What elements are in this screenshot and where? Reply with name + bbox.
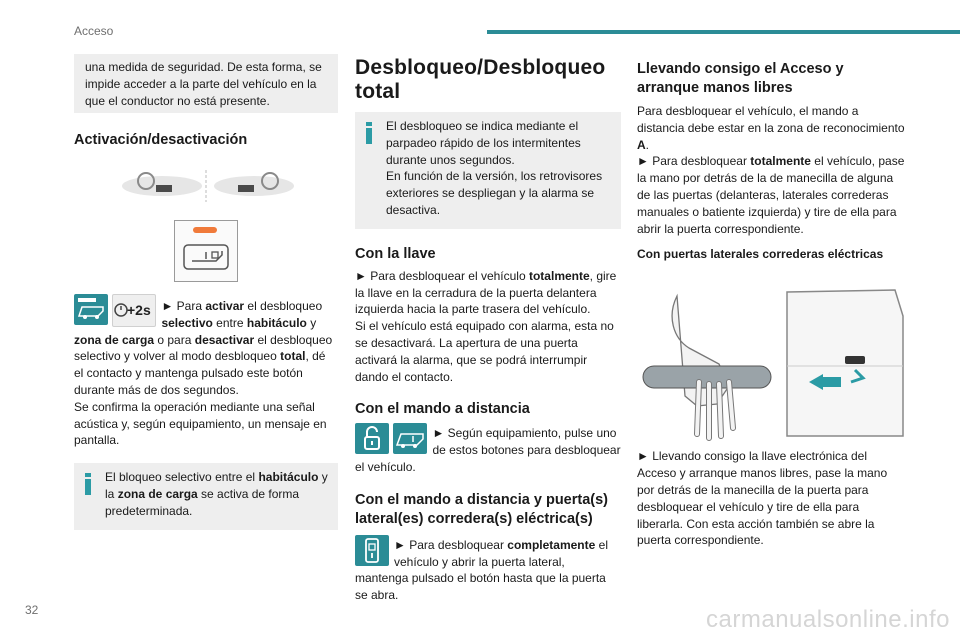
- handsfree-p2: [637, 153, 905, 237]
- unlock-note: [355, 112, 621, 229]
- act-b2: selectivo: [161, 315, 213, 330]
- activation-paragraph: [74, 294, 338, 449]
- act-pre: ► Para: [161, 299, 206, 313]
- steering-illustration: [74, 164, 338, 208]
- left-hand-drive-icon: [122, 173, 202, 196]
- key-paragraph: [355, 268, 621, 318]
- header-accent-bar: [487, 30, 960, 34]
- door-icons: [355, 535, 389, 566]
- door-t2: el vehículo y abrir la puerta lateral, mantenga pulsado el botón hasta que la puerta se abra.: [355, 537, 608, 603]
- p2-t2: el vehículo, pase la mano por detrás de la de manecilla de alguna de las puertas (delanteras, laterales correderas manuales o batiente izquierda) y tire de ella para abrir la puerta correspondiente.: [637, 154, 905, 236]
- watermark: carmanualsonline.info: [706, 606, 950, 633]
- van-lock-icon: [182, 243, 230, 271]
- intro-note-text: una medida de seguridad. De esta forma, se impide acceder a la parte del vehículo en la que el conductor no está presente.: [85, 60, 322, 108]
- column-1: [74, 54, 338, 530]
- remote-paragraph-block: [355, 423, 621, 475]
- unlock-note-line1: El desbloqueo se indica mediante el parpadeo rápido de los intermitentes durante unos segundos.: [386, 119, 581, 167]
- hand-illustration: [643, 296, 771, 438]
- key-t2: , gire la llave en la cerradura de la puerta delantera izquierda hacia la parte trasera del vehículo.: [355, 268, 617, 317]
- act-t5: el desbloqueo selectivo y volver al modo desbloqueo: [74, 332, 333, 364]
- indicator-led: [193, 227, 217, 233]
- key-b1: totalmente: [528, 268, 590, 283]
- door-t1: ► Para desbloquear: [394, 537, 508, 552]
- act-t2: entre: [212, 315, 247, 330]
- act-b1: activar: [205, 299, 245, 313]
- remote-heading: Con el mando a distancia: [355, 401, 530, 418]
- p2-t1: ► Para desbloquear: [637, 154, 751, 169]
- p1-b1: A: [637, 137, 646, 152]
- hand-door-illustration: [637, 286, 905, 444]
- unlock-padlock-icon: [355, 423, 389, 454]
- page-number: 32: [25, 603, 39, 617]
- handsfree-p3: ► Llevando consigo la llave electrónica del Acceso y arranque manos libres, pase la mano por detrás de la manecilla de la puerta para desbloquear el vehículo y tire de ella para liberarla. Con esta acción también se abre la puerta correspondiente.: [637, 449, 888, 548]
- two-seconds-icon: [112, 294, 156, 327]
- act-t4: o para: [154, 332, 195, 347]
- right-hand-drive-icon: [214, 173, 294, 196]
- unlock-note-line2: En función de la versión, los retrovisores exteriores se despliegan y la alarma se desactiva.: [386, 169, 603, 217]
- activation-heading: Activación/desactivación: [74, 132, 248, 148]
- alarm-paragraph: Si el vehículo está equipado con alarma, esta no se desactivará. La apertura de una puerta activará la alarma, que se podrá interrumpir dando el contacto.: [355, 319, 614, 384]
- selective-lock-note: [74, 463, 338, 529]
- intro-note: [74, 54, 338, 113]
- remote-icons: [355, 423, 427, 454]
- activation-icons: [74, 294, 156, 327]
- act-t3: y: [306, 315, 317, 330]
- note2-b2: zona de carga: [117, 486, 198, 501]
- remote-paragraph: ► Según equipamiento, pulse uno de estos botones para desbloquear el vehículo.: [355, 426, 621, 474]
- p1-t1: Para desbloquear el vehículo, el mando a distancia debe estar en la zona de reconocimiento: [637, 104, 905, 135]
- section-label: Acceso: [74, 24, 114, 38]
- act-b4: zona de carga: [74, 332, 155, 347]
- timer-label: +2s: [127, 302, 152, 318]
- remote-door-heading: Con el mando a distancia y puerta(s) lateral(es) corredera(s) eléctrica(s): [355, 491, 608, 527]
- column-3: [637, 60, 905, 549]
- van-remote-icon: [74, 294, 108, 325]
- unlock-title: Desbloqueo/Desbloqueo total: [355, 56, 606, 103]
- act-b3: habitáculo: [246, 315, 307, 330]
- act-b5: desactivar: [194, 332, 255, 347]
- info-icon: [366, 122, 372, 144]
- sliding-door-icon: [355, 535, 389, 566]
- key-heading: Con la llave: [355, 245, 436, 262]
- door-paragraph-block: [355, 535, 621, 604]
- door-panel: [787, 290, 903, 436]
- info-icon: [85, 473, 91, 495]
- note2-b1: habitáculo: [258, 470, 319, 485]
- note2-t2: y la: [105, 470, 328, 501]
- key-t1: ► Para desbloquear el vehículo: [355, 268, 529, 283]
- act-t1: el desbloqueo: [244, 299, 323, 313]
- column-2: [355, 56, 621, 604]
- p1-t2: .: [645, 137, 650, 152]
- handsfree-heading: Llevando consigo el Acceso y arranque manos libres: [637, 61, 844, 96]
- handsfree-p1: [637, 103, 905, 153]
- door-paragraph: [355, 535, 621, 604]
- note2-t1: El bloqueo selectivo entre el: [105, 470, 259, 485]
- selective-unlock-button-illustration: [174, 220, 238, 282]
- confirmation-paragraph: Se confirma la operación mediante una señal acústica y, según equipamiento, un mensaje en pantalla.: [74, 399, 327, 448]
- unlock-van-icon: [393, 423, 427, 454]
- act-t6: , dé el contacto y mantenga pulsado este botón durante más de dos segundos.: [74, 349, 326, 397]
- electric-doors-subheading: Con puertas laterales correderas eléctricas: [637, 247, 884, 262]
- door-b1: completamente: [507, 537, 596, 552]
- note2-t3: se activa de forma predeterminada.: [105, 486, 300, 518]
- act-b6: total: [280, 349, 306, 364]
- p2-b1: totalmente: [750, 154, 811, 169]
